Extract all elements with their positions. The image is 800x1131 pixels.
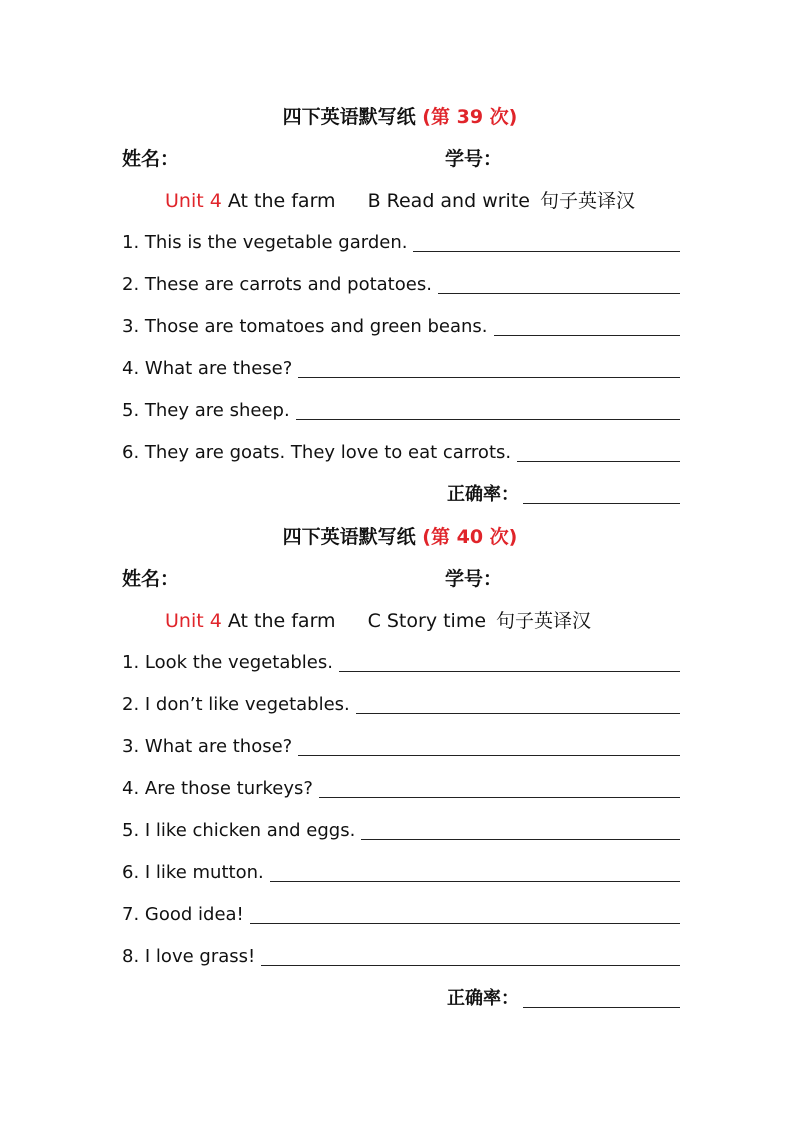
student-id-label: 学号： [445, 568, 503, 590]
question-text: 5. They are sheep. [122, 400, 290, 421]
title-count: (第 40 次) [422, 526, 518, 548]
unit-heading [165, 608, 591, 634]
unit-number: Unit 4 [165, 610, 222, 632]
question-text: 2. I don’t like vegetables. [122, 694, 350, 715]
question-row [122, 312, 680, 340]
answer-line[interactable] [298, 754, 680, 756]
answer-line[interactable] [438, 292, 680, 294]
title-main: 四下英语默写纸 [282, 106, 416, 128]
question-text: 1. Look the vegetables. [122, 652, 333, 673]
question-text: 4. Are those turkeys? [122, 778, 313, 799]
title-count: (第 39 次) [422, 106, 518, 128]
question-text: 3. Those are tomatoes and green beans. [122, 316, 488, 337]
question-row [122, 942, 680, 970]
question-row [122, 648, 680, 676]
question-text: 1. This is the vegetable garden. [122, 232, 408, 253]
question-row [122, 228, 680, 256]
answer-line[interactable] [413, 250, 680, 252]
answer-line[interactable] [339, 670, 680, 672]
question-row [122, 732, 680, 760]
question-text: 6. I like mutton. [122, 862, 264, 883]
question-row [122, 396, 680, 424]
name-label: 姓名： [122, 148, 180, 170]
name-label: 姓名： [122, 568, 180, 590]
question-text: 3. What are those? [122, 736, 293, 757]
question-row [122, 774, 680, 802]
accuracy-line[interactable] [523, 1006, 680, 1008]
question-row [122, 354, 680, 382]
question-row [122, 816, 680, 844]
question-text: 4. What are these? [122, 358, 293, 379]
answer-line[interactable] [296, 418, 680, 420]
answer-line[interactable] [261, 964, 680, 966]
answer-line[interactable] [494, 334, 680, 336]
question-text: 5. I like chicken and eggs. [122, 820, 356, 841]
accuracy-row [447, 984, 680, 1012]
question-text: 8. I love grass! [122, 946, 256, 967]
dictation-sheet-40 [0, 524, 800, 1024]
student-id-label: 学号： [445, 148, 503, 170]
answer-line[interactable] [298, 376, 680, 378]
unit-title: At the farm [227, 610, 336, 632]
unit-title: At the farm [227, 190, 336, 212]
question-text: 7. Good idea! [122, 904, 244, 925]
question-row [122, 900, 680, 928]
answer-line[interactable] [250, 922, 680, 924]
dictation-sheet-39 [0, 104, 800, 524]
answer-line[interactable] [270, 880, 680, 882]
title-main: 四下英语默写纸 [282, 526, 416, 548]
question-text: 2. These are carrots and potatoes. [122, 274, 432, 295]
answer-line[interactable] [517, 460, 680, 462]
question-row [122, 270, 680, 298]
section-label: B Read and write [367, 190, 530, 212]
accuracy-row [447, 480, 680, 508]
question-row [122, 690, 680, 718]
sheet-title [0, 104, 800, 130]
section-label: C Story time [367, 610, 487, 632]
unit-heading [165, 188, 635, 214]
unit-number: Unit 4 [165, 190, 222, 212]
answer-line[interactable] [319, 796, 680, 798]
answer-line[interactable] [356, 712, 680, 714]
answer-line[interactable] [361, 838, 680, 840]
accuracy-line[interactable] [523, 502, 680, 504]
question-row [122, 858, 680, 886]
accuracy-label: 正确率： [447, 484, 519, 505]
question-row [122, 438, 680, 466]
sheet-title [0, 524, 800, 550]
question-text: 6. They are goats. They love to eat carrots. [122, 442, 512, 463]
task-label: 句子英译汉 [539, 190, 635, 212]
accuracy-label: 正确率： [447, 988, 519, 1009]
task-label: 句子英译汉 [496, 610, 592, 632]
